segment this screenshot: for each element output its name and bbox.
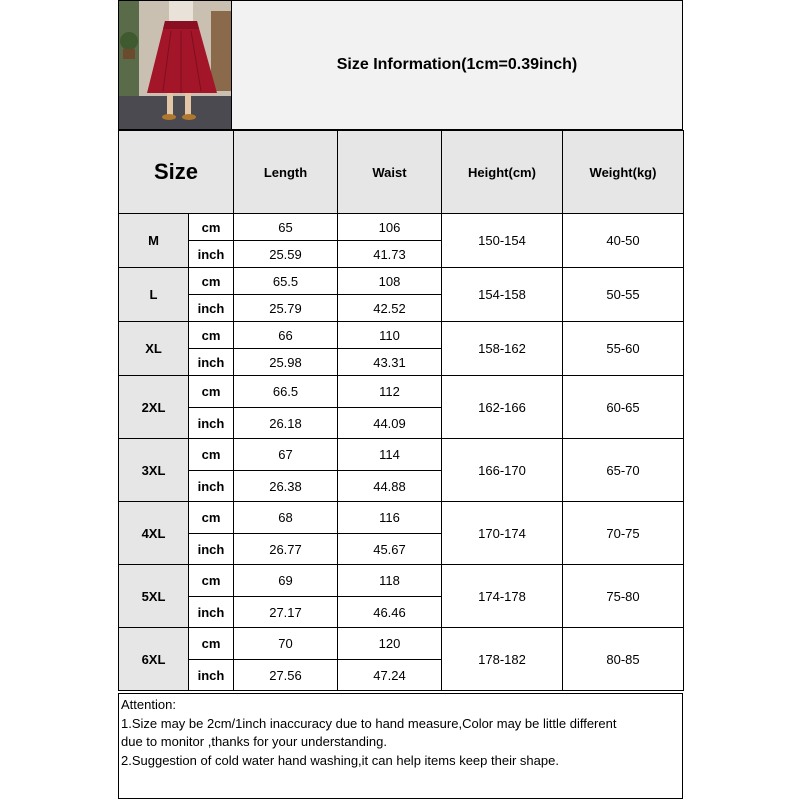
height-range: 158-162 xyxy=(442,322,563,376)
height-range: 170-174 xyxy=(442,502,563,565)
table-row xyxy=(119,628,684,660)
col-header-weight: Weight(kg) xyxy=(563,131,684,214)
waist-inch: 41.73 xyxy=(338,241,442,268)
weight-range: 70-75 xyxy=(563,502,684,565)
waist-inch: 44.88 xyxy=(338,471,442,502)
height-range: 162-166 xyxy=(442,376,563,439)
length-inch: 25.59 xyxy=(234,241,338,268)
unit-inch: inch xyxy=(189,660,234,691)
waist-inch: 47.24 xyxy=(338,660,442,691)
weight-range: 60-65 xyxy=(563,376,684,439)
unit-cm: cm xyxy=(189,565,234,597)
length-inch: 25.79 xyxy=(234,295,338,322)
unit-cm: cm xyxy=(189,439,234,471)
waist-inch: 46.46 xyxy=(338,597,442,628)
weight-range: 80-85 xyxy=(563,628,684,691)
unit-inch: inch xyxy=(189,471,234,502)
notes-line-1: 1.Size may be 2cm/1inch inaccuracy due to hand measure,Color may be little different xyxy=(121,715,617,731)
height-range: 174-178 xyxy=(442,565,563,628)
length-cm: 66 xyxy=(234,322,338,349)
notes-line-3: 2.Suggestion of cold water hand washing,it can help items keep their shape. xyxy=(121,752,559,768)
unit-cm: cm xyxy=(189,268,234,295)
size-label: 2XL xyxy=(119,376,189,439)
table-row xyxy=(119,502,684,534)
waist-cm: 112 xyxy=(338,376,442,408)
notes-line-2: due to monitor ,thanks for your understanding. xyxy=(121,734,387,749)
unit-inch: inch xyxy=(189,408,234,439)
size-label: 4XL xyxy=(119,502,189,565)
unit-cm: cm xyxy=(189,502,234,534)
waist-cm: 106 xyxy=(338,214,442,241)
weight-range: 55-60 xyxy=(563,322,684,376)
weight-range: 50-55 xyxy=(563,268,684,322)
length-inch: 25.98 xyxy=(234,349,338,376)
skirt-model-image xyxy=(119,1,232,130)
title-box xyxy=(232,0,683,130)
length-cm: 65.5 xyxy=(234,268,338,295)
length-inch: 26.77 xyxy=(234,534,338,565)
table-row xyxy=(119,376,684,408)
unit-inch: inch xyxy=(189,534,234,565)
waist-cm: 118 xyxy=(338,565,442,597)
length-cm: 67 xyxy=(234,439,338,471)
size-label: L xyxy=(119,268,189,322)
unit-cm: cm xyxy=(189,214,234,241)
size-label: XL xyxy=(119,322,189,376)
waist-cm: 110 xyxy=(338,322,442,349)
weight-range: 40-50 xyxy=(563,214,684,268)
weight-range: 75-80 xyxy=(563,565,684,628)
col-header-height: Height(cm) xyxy=(442,131,563,214)
col-header-size: Size xyxy=(119,131,234,214)
length-inch: 26.18 xyxy=(234,408,338,439)
weight-range: 65-70 xyxy=(563,439,684,502)
table-row xyxy=(119,439,684,471)
length-cm: 65 xyxy=(234,214,338,241)
waist-cm: 116 xyxy=(338,502,442,534)
length-inch: 27.17 xyxy=(234,597,338,628)
waist-inch: 42.52 xyxy=(338,295,442,322)
waist-inch: 43.31 xyxy=(338,349,442,376)
size-label: M xyxy=(119,214,189,268)
col-header-length: Length xyxy=(234,131,338,214)
height-range: 166-170 xyxy=(442,439,563,502)
col-header-waist: Waist xyxy=(338,131,442,214)
height-range: 154-158 xyxy=(442,268,563,322)
unit-inch: inch xyxy=(189,241,234,268)
table-row xyxy=(119,214,684,241)
unit-cm: cm xyxy=(189,376,234,408)
size-label: 5XL xyxy=(119,565,189,628)
length-cm: 66.5 xyxy=(234,376,338,408)
waist-cm: 114 xyxy=(338,439,442,471)
waist-inch: 45.67 xyxy=(338,534,442,565)
height-range: 150-154 xyxy=(442,214,563,268)
height-range: 178-182 xyxy=(442,628,563,691)
length-inch: 26.38 xyxy=(234,471,338,502)
length-cm: 70 xyxy=(234,628,338,660)
table-row xyxy=(119,565,684,597)
waist-cm: 108 xyxy=(338,268,442,295)
length-cm: 69 xyxy=(234,565,338,597)
length-inch: 27.56 xyxy=(234,660,338,691)
unit-cm: cm xyxy=(189,322,234,349)
unit-inch: inch xyxy=(189,349,234,376)
table-row xyxy=(119,268,684,295)
size-chart-table xyxy=(118,130,684,691)
attention-notes xyxy=(118,693,683,799)
length-cm: 68 xyxy=(234,502,338,534)
size-label: 3XL xyxy=(119,439,189,502)
unit-inch: inch xyxy=(189,295,234,322)
size-label: 6XL xyxy=(119,628,189,691)
notes-heading: Attention: xyxy=(121,697,176,712)
unit-cm: cm xyxy=(189,628,234,660)
unit-inch: inch xyxy=(189,597,234,628)
table-header-row xyxy=(119,131,684,214)
product-photo xyxy=(118,0,232,130)
table-row xyxy=(119,322,684,349)
waist-inch: 44.09 xyxy=(338,408,442,439)
size-info-title: Size Information(1cm=0.39inch) xyxy=(336,56,578,73)
waist-cm: 120 xyxy=(338,628,442,660)
